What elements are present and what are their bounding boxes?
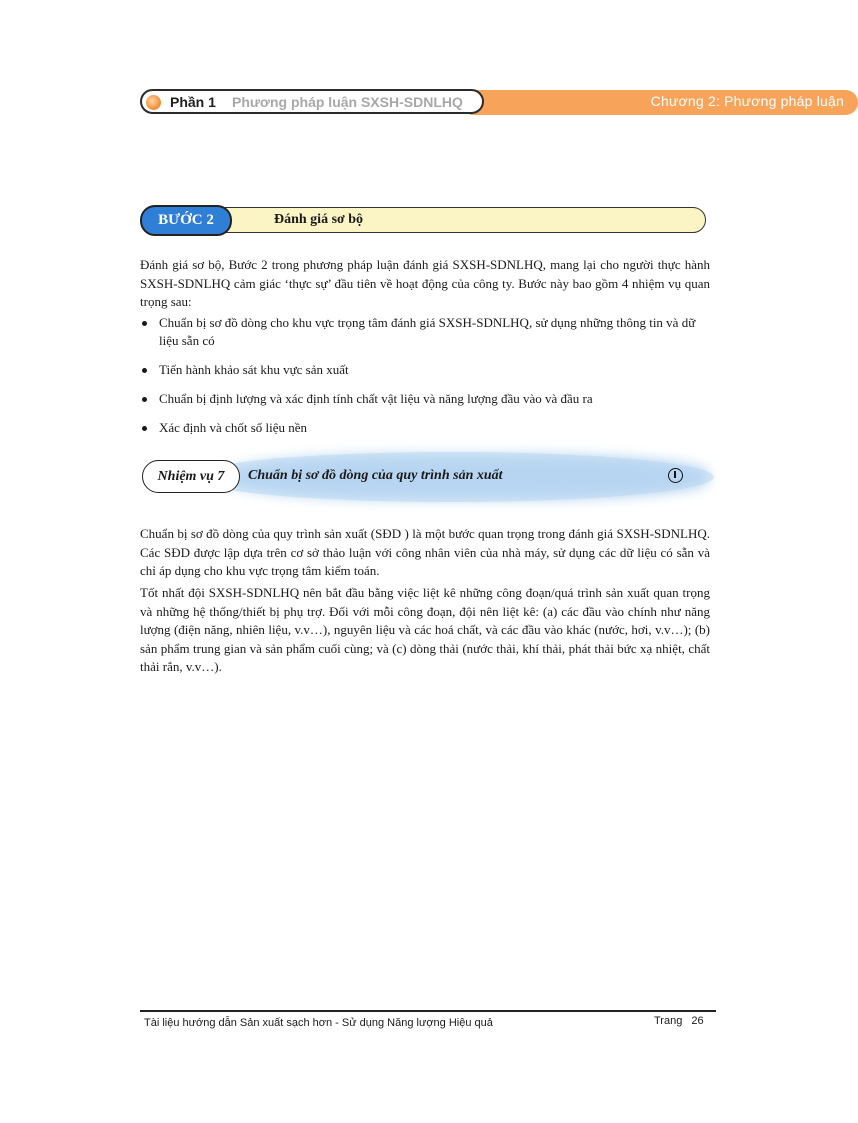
- list-item: Chuẩn bị định lượng và xác định tính chất vật liệu và năng lượng đầu vào và đầu ra: [140, 390, 710, 408]
- list-item: Xác định và chốt số liệu nền: [140, 419, 710, 437]
- step-banner: [140, 205, 708, 236]
- list-item: Tiến hành khảo sát khu vực sản xuất: [140, 361, 710, 379]
- body-paragraph: Tốt nhất đội SXSH-SDNLHQ nên bắt đầu bằng việc liệt kê những công đoạn/quá trình sản xuất quan trọng và những hệ thống/thiết bị phụ trợ. Đối với mỗi công đoạn, đội nên liệt kê: (a) các đầu vào chính như năng lượng (điện năng, nhiên liệu, v.v…), nguyên liệu và các hoá chất, và các đầu vào khác (nước, hơi, v.v…); (b) sản phẩm trung gian và sản phẩm cuối cùng; và (c) dòng thải (nước thải, khí thải, phát thải bức xạ nhiệt, chất thải rắn, v.v…).: [140, 585, 710, 675]
- chapter-tab: [470, 90, 858, 115]
- step-title: Đánh giá sơ bộ: [274, 212, 364, 227]
- body-paragraph: Chuẩn bị sơ đồ dòng của quy trình sản xuất (SĐD ) là một bước quan trọng trong đánh giá SXSH-SDNLHQ. Các SĐD được lập dựa trên cơ sở thảo luận với công nhân viên của nhà máy, sử dụng các dữ liệu có sẵn và chỉ áp dụng cho khu vực trọng tâm kiểm toán.: [140, 526, 710, 579]
- step-badge: [140, 205, 232, 236]
- clock-icon: [668, 468, 683, 483]
- intro-paragraph: Đánh giá sơ bộ, Bước 2 trong phương pháp luận đánh giá SXSH-SDNLHQ, mang lại cho người thực hành SXSH-SDNLHQ cảm giác ‘thực sự’ đầu tiên về hoạt động của công ty. Bước này bao gồm 4 nhiệm vụ quan trọng sau:: [140, 257, 710, 310]
- part-label: Phần 1: [170, 94, 216, 110]
- task-badge: [142, 460, 240, 493]
- page-number-value: 26: [691, 1015, 704, 1027]
- part-pill: [140, 89, 484, 114]
- page-label: Trang: [654, 1015, 683, 1027]
- chapter-title: Chương 2: Phương pháp luận: [650, 93, 844, 109]
- task-bullet-list: [140, 314, 710, 448]
- footer-doc-title: Tài liệu hướng dẫn Sản xuất sạch hơn - Sử dụng Năng lượng Hiệu quả: [144, 1017, 493, 1029]
- bullet-dot-icon: [146, 95, 161, 110]
- task-banner: [140, 452, 718, 502]
- footer-divider: [140, 1010, 716, 1012]
- task-title: Chuẩn bị sơ đồ dòng của quy trình sản xuất: [248, 468, 503, 483]
- task-label: Nhiệm vụ 7: [157, 469, 225, 484]
- step-label: BƯỚC 2: [158, 212, 214, 228]
- chapter-header: [140, 89, 844, 117]
- methodology-label: Phương pháp luận SXSH-SDNLHQ: [232, 94, 463, 110]
- page-number: [654, 1015, 704, 1027]
- list-item: Chuẩn bị sơ đồ dòng cho khu vực trọng tâm đánh giá SXSH-SDNLHQ, sử dụng những thông tin và dữ liệu sẵn có: [140, 314, 710, 350]
